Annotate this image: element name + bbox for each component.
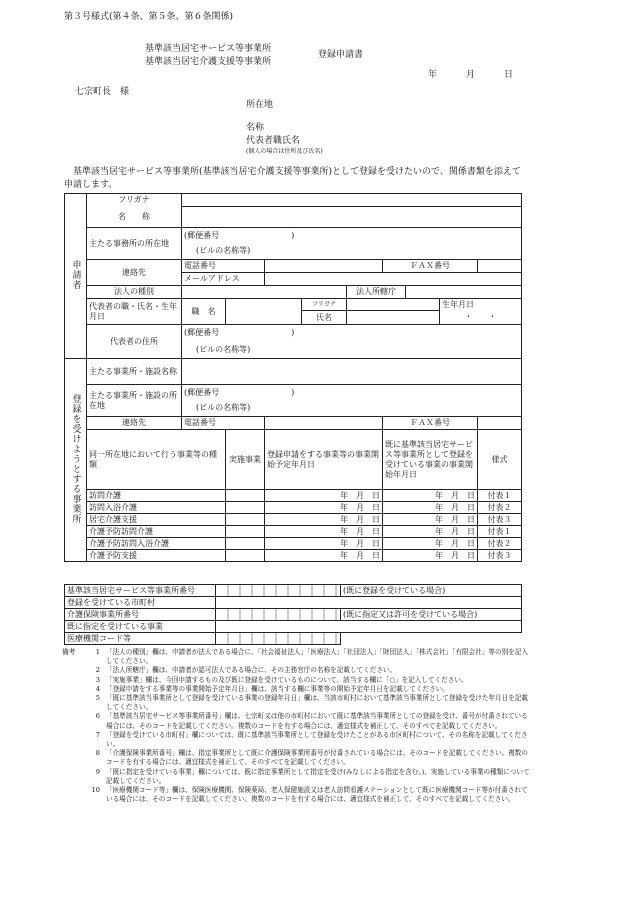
applicant-contact-label: 連絡先 <box>87 260 182 286</box>
applicant-name-label: 名 称 <box>87 207 182 228</box>
rep-label: 代表者職氏名 <box>246 136 301 146</box>
service-start-field[interactable]: 年 月 日 <box>265 538 383 550</box>
service-start-field[interactable]: 年 月 日 <box>265 526 383 538</box>
notes-list <box>82 648 532 804</box>
footer-table <box>64 584 522 645</box>
date-month: 月 <box>466 70 476 80</box>
business-addr-label: 主たる事業所・施設の所在地 <box>87 385 182 417</box>
rep-postal[interactable]: (郵便番号 ) <box>182 325 522 342</box>
service-impl-field[interactable] <box>226 502 265 514</box>
furigana-label: フリガナ <box>87 194 182 207</box>
business-building[interactable]: (ビルの名称等) <box>182 401 522 417</box>
rep-shimei-label: 氏名 <box>302 311 347 325</box>
service-impl-field[interactable] <box>226 514 265 526</box>
service-impl-field[interactable] <box>226 490 265 502</box>
applicant-name-field[interactable] <box>182 207 522 228</box>
service-form: 付表２ <box>478 502 522 514</box>
date-day: 日 <box>504 70 514 80</box>
office-number-field[interactable] <box>216 585 341 597</box>
note-item: 9 「既に指定を受けている事業」欄については、既に指定事業所として指定を受け(みなしによる指定を含む。)、実施している事業の種類について記載してください。 <box>95 767 530 785</box>
office-number-note: (既に登録を受けている場合) <box>341 585 522 597</box>
main-office-addr-label: 主たる事務所の所在地 <box>87 228 182 260</box>
service-form: 付表１ <box>478 526 522 538</box>
service-row <box>65 526 522 538</box>
rep-title-label: 職 名 <box>182 299 226 325</box>
applicant-furigana-field[interactable] <box>182 194 522 207</box>
service-impl-field[interactable] <box>226 538 265 550</box>
service-name: 訪問介護 <box>87 490 226 502</box>
office-line1: 基準該当居宅サービス等事業所 <box>145 44 272 54</box>
note-item: 6 「基準該当居宅サービス等事業所番号」欄は、七宗町又は他の市町村において既に基準該当事業所としての登録を受け、番号が付番されている場合には、そのコードを記載してください。複数のコードを有する場合には、適宜様式を補正して、そのすべてを記載してください。 <box>95 712 528 730</box>
notes-label: 備考 <box>62 648 76 656</box>
rep-title-field[interactable] <box>226 299 302 325</box>
rep-furigana-field[interactable] <box>347 299 440 311</box>
note-item: 1 「法人の種別」欄は、申請者が法人である場合に、「社会福祉法人」「医療法人」「社団法人」「財団法人」「株式会社」「有限会社」等の別を記入してください。 <box>95 648 528 666</box>
service-existing-field[interactable]: 年 月 日 <box>383 526 478 538</box>
name-label: 名称 <box>246 123 265 133</box>
medical-code-blank <box>341 633 522 645</box>
applicant-section-label: 申請者 <box>65 194 87 359</box>
service-existing-field[interactable]: 年 月 日 <box>383 514 478 526</box>
designated-business-field[interactable] <box>216 621 522 633</box>
note-item: 5 「既に基準該当事業所として登録を受けている事業の登録年月日」欄は、当該市町村において基準該当事業所として登録を受けた年月日を記載してください。 <box>95 694 528 712</box>
rep-name-field[interactable] <box>347 311 440 325</box>
service-row <box>65 490 522 502</box>
intro-text: 基準該当居宅サービス等事業所(基準該当居宅介護支援等事業所)として登録を受けたいので、関係書類を添えて申請します。 <box>64 167 521 190</box>
service-row <box>65 538 522 550</box>
note-item: 7 「登録を受けている市町村」欄については、既に基準該当事業所として登録を受けたことがある市区町村について、その名称を記載してください。 <box>95 730 528 749</box>
service-form: 付表１ <box>478 490 522 502</box>
service-start-field[interactable]: 年 月 日 <box>265 550 383 562</box>
service-impl-field[interactable] <box>226 526 265 538</box>
rep-info-label: 代表者の職・氏名・生年月日 <box>87 299 182 325</box>
service-name: 介護予防支援 <box>87 550 226 562</box>
service-form: 付表３ <box>478 550 522 562</box>
business-fax-field[interactable] <box>478 417 522 430</box>
service-existing-field[interactable]: 年 月 日 <box>383 490 478 502</box>
service-start-field[interactable]: 年 月 日 <box>265 502 383 514</box>
service-start-field[interactable]: 年 月 日 <box>265 514 383 526</box>
business-phone-field[interactable] <box>265 417 383 430</box>
applicant-fax-field[interactable] <box>478 260 522 273</box>
designated-business-label: 既に指定を受けている事業 <box>65 621 216 633</box>
rep-birth-field[interactable]: ・ ・ <box>440 311 522 325</box>
form-number: 第３号様式(第４条、第５条、第６条関係) <box>64 12 234 22</box>
date-year: 年 <box>428 70 438 80</box>
applicant-fax-label: ＦＡＸ番号 <box>383 260 478 273</box>
office-number-label: 基準該当居宅サービス等事業所番号 <box>65 585 216 597</box>
rep-furigana-label: フリガナ <box>302 299 347 311</box>
service-name: 居宅介護支援 <box>87 514 226 526</box>
note-item: 4 「登録申請をする事業等の事業開始予定年月日」欄は、該当する欄に事業等の開始予定年月日を記載してください。 <box>95 684 449 693</box>
business-phone-label: 電話番号 <box>182 417 265 430</box>
medical-code-field[interactable] <box>216 633 341 645</box>
insurance-number-field[interactable] <box>216 609 341 621</box>
service-start-field[interactable]: 年 月 日 <box>265 490 383 502</box>
note-item: 2 「法人所轄庁」欄は、申請者が認可法人である場合に、その主務官庁の名称を記載してください。 <box>95 666 397 675</box>
applicant-building[interactable]: (ビルの名称等) <box>182 244 522 260</box>
applicant-postal[interactable]: (郵便番号 ) <box>182 228 522 244</box>
service-row <box>65 514 522 526</box>
business-section-label: 登録を受けようとする事業所 <box>65 359 87 562</box>
corp-type-field[interactable] <box>182 286 347 299</box>
address-label: 所在地 <box>246 100 274 110</box>
business-contact-label: 連絡先 <box>87 417 182 430</box>
service-existing-field[interactable]: 年 月 日 <box>383 550 478 562</box>
service-impl-field[interactable] <box>226 550 265 562</box>
business-name-field[interactable] <box>182 359 522 385</box>
service-existing-field[interactable]: 年 月 日 <box>383 502 478 514</box>
business-fax-label: ＦＡＸ番号 <box>383 417 478 430</box>
business-postal[interactable]: (郵便番号 ) <box>182 385 522 401</box>
rep-birth-label: 生年月日 <box>440 299 522 311</box>
service-form: 付表３ <box>478 514 522 526</box>
office-line2: 基準該当居宅介護支援等事業所 <box>145 57 272 67</box>
corp-office-field[interactable] <box>406 286 522 299</box>
medical-code-label: 医療機関コード等 <box>65 633 216 645</box>
applicant-phone-field[interactable] <box>265 260 383 273</box>
applicant-mail-field[interactable] <box>265 273 522 286</box>
col-impl-header: 実施事業 <box>226 430 265 490</box>
note-item: 10 「医療機関コード等」欄は、保険医療機関、保険薬局、老人保健施設又は老人訪問看護ステーションとして既に医療機関コード等が付番されている場合には、そのコードを記載してください。複数のコードを有する場合には、適宜様式を補正して、そのすべてを記載してください。 <box>91 786 528 804</box>
rep-address-label: 代表者の住所 <box>87 325 182 359</box>
col-start-header: 登録申請をする事業等の事業開始予定年月日 <box>265 430 383 490</box>
insurance-number-label: 介護保険事業所番号 <box>65 609 216 621</box>
note-item: 8 「介護保険事業所番号」欄は、指定事業所として既に介護保険事業所番号が付番されている場合には、そのコードを記載してください。複数のコードを有する場合には、適宜様式を補正して、そのすべてを記載してください。 <box>95 749 528 767</box>
registered-city-label: 登録を受けている市町村 <box>65 597 216 609</box>
applicant-phone-label: 電話番号 <box>182 260 265 273</box>
service-existing-field[interactable]: 年 月 日 <box>383 538 478 550</box>
registered-city-field[interactable] <box>216 597 522 609</box>
service-row <box>65 550 522 562</box>
service-name: 介護予防訪問入浴介護 <box>87 538 226 550</box>
service-name: 介護予防訪問介護 <box>87 526 226 538</box>
applicant-mail-label: メールアドレス <box>182 273 265 286</box>
col-type-header: 同一所在地において行う事業等の種類 <box>87 430 226 490</box>
service-row <box>65 502 522 514</box>
application-table <box>64 193 522 562</box>
col-existing-header: 既に基準該当居宅サービス等事業所として登録を受けている事業の事業開始年月日 <box>383 430 478 490</box>
insurance-note: (既に指定又は許可を受けている場合) <box>341 609 522 621</box>
service-form: 付表２ <box>478 538 522 550</box>
service-name: 訪問入浴介護 <box>87 502 226 514</box>
rep-note: (個人の場合は住所及び氏名) <box>246 148 323 155</box>
corp-type-label: 法人の種別 <box>87 286 182 299</box>
corp-office-label: 法人所轄庁 <box>347 286 406 299</box>
addressee: 七宗町長 様 <box>75 87 130 97</box>
col-form-header: 様式 <box>478 430 522 490</box>
rep-building[interactable]: (ビルの名称等) <box>182 342 522 359</box>
doc-title: 登録申請書 <box>318 50 364 60</box>
note-item: 3 「実施事業」欄は、今回申請するもの及び既に登録を受けているものについて、該当する欄に「○」を記入してください。 <box>95 675 468 684</box>
business-name-label: 主たる事業所・施設名称 <box>87 359 182 385</box>
